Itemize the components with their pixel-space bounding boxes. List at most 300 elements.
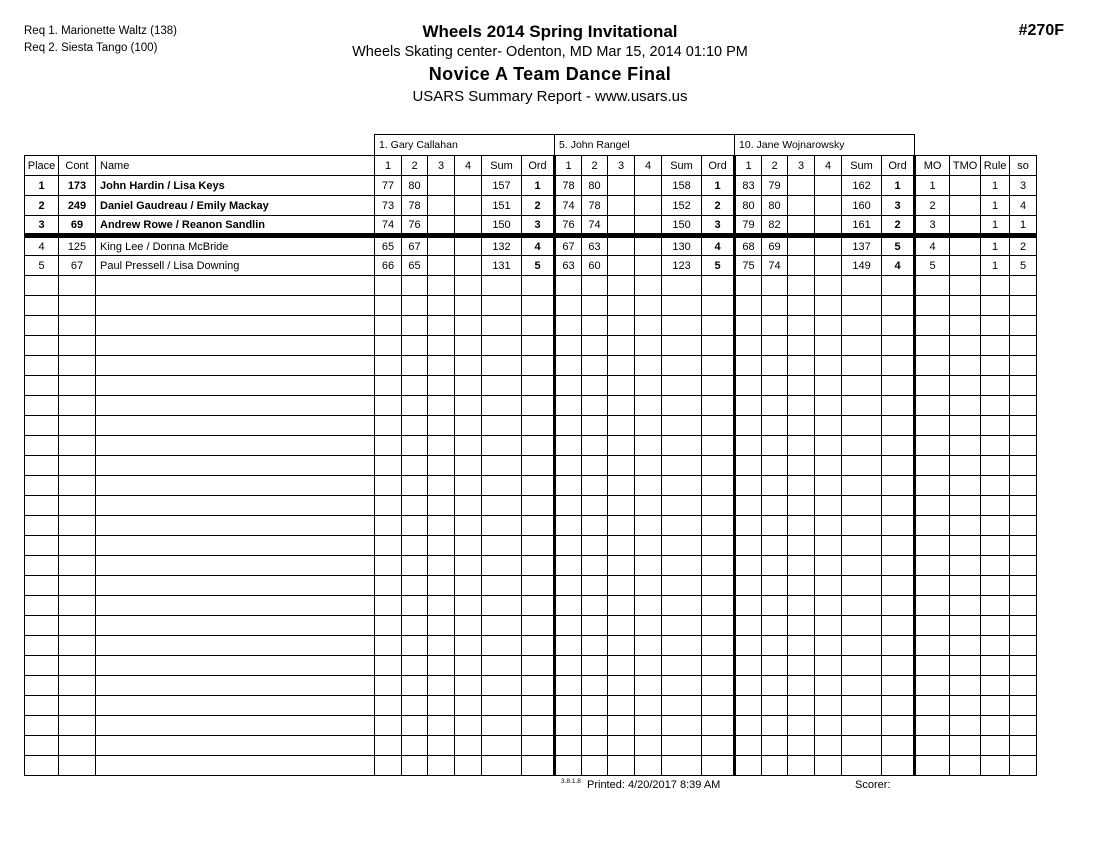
empty-cell	[455, 476, 482, 496]
empty-cell	[815, 616, 842, 636]
empty-cell	[402, 316, 428, 336]
empty-cell	[882, 656, 915, 676]
empty-cell	[96, 476, 375, 496]
empty-cell	[788, 436, 815, 456]
judge-sum: 160	[842, 196, 882, 216]
empty-cell	[375, 496, 402, 516]
col-header-cont: Cont	[59, 156, 96, 176]
empty-cell	[915, 536, 950, 556]
empty-cell	[59, 596, 96, 616]
empty-cell	[981, 596, 1010, 616]
empty-cell	[882, 416, 915, 436]
empty-cell	[788, 716, 815, 736]
empty-cell	[25, 456, 59, 476]
judge-score	[815, 216, 842, 236]
empty-cell	[375, 576, 402, 596]
empty-cell	[482, 756, 522, 776]
judge-score: 80	[582, 176, 608, 196]
empty-cell	[428, 676, 455, 696]
empty-cell	[950, 676, 981, 696]
report-type-line: USARS Summary Report - www.usars.us	[412, 88, 688, 105]
empty-cell	[375, 756, 402, 776]
empty-cell	[981, 356, 1010, 376]
empty-cell	[635, 336, 662, 356]
judge-score: 78	[555, 176, 582, 196]
empty-cell	[882, 716, 915, 736]
empty-cell	[981, 516, 1010, 536]
empty-cell	[662, 656, 702, 676]
empty-cell	[815, 316, 842, 336]
empty-cell	[842, 436, 882, 456]
judge-score: 80	[402, 176, 428, 196]
empty-cell	[582, 516, 608, 536]
empty-cell	[915, 476, 950, 496]
sum-of-ordinals: 1	[1010, 216, 1037, 236]
empty-cell	[635, 736, 662, 756]
empty-cell	[555, 436, 582, 456]
empty-cell	[915, 516, 950, 536]
judge-score	[428, 216, 455, 236]
empty-cell	[842, 416, 882, 436]
empty-cell	[635, 296, 662, 316]
empty-cell	[635, 356, 662, 376]
empty-cell	[428, 756, 455, 776]
judges-header-row	[25, 135, 1037, 156]
empty-cell	[950, 536, 981, 556]
rule-value: 1	[981, 216, 1010, 236]
empty-cell	[1010, 756, 1037, 776]
empty-cell	[981, 376, 1010, 396]
empty-cell	[455, 436, 482, 456]
empty-cell	[842, 756, 882, 776]
empty-cell	[555, 296, 582, 316]
empty-cell	[635, 716, 662, 736]
sum-of-ordinals: 2	[1010, 236, 1037, 256]
empty-cell	[788, 356, 815, 376]
judge-score	[815, 256, 842, 276]
judge-sum: 131	[482, 256, 522, 276]
empty-cell	[522, 396, 555, 416]
empty-cell	[815, 396, 842, 416]
empty-cell	[762, 696, 788, 716]
empty-cell	[788, 756, 815, 776]
empty-cell	[815, 596, 842, 616]
empty-cell	[428, 636, 455, 656]
empty-cell	[375, 276, 402, 296]
judge-score: 60	[582, 256, 608, 276]
empty-cell	[59, 556, 96, 576]
empty-cell	[482, 736, 522, 756]
judge-score	[815, 196, 842, 216]
empty-cell	[635, 376, 662, 396]
judge-score	[455, 256, 482, 276]
empty-cell	[59, 416, 96, 436]
empty-cell	[702, 496, 735, 516]
empty-cell	[522, 476, 555, 496]
empty-cell	[815, 676, 842, 696]
empty-cell	[555, 596, 582, 616]
empty-cell	[25, 436, 59, 456]
empty-cell	[59, 536, 96, 556]
empty-cell	[96, 696, 375, 716]
empty-cell	[788, 576, 815, 596]
empty-cell	[375, 536, 402, 556]
empty-cell	[981, 716, 1010, 736]
empty-cell	[582, 376, 608, 396]
empty-cell	[375, 356, 402, 376]
empty-cell	[950, 456, 981, 476]
empty-cell	[25, 276, 59, 296]
empty-cell	[482, 396, 522, 416]
empty-cell	[455, 536, 482, 556]
empty-cell	[608, 456, 635, 476]
empty-cell	[662, 736, 702, 756]
judge-score	[635, 176, 662, 196]
empty-cell	[428, 616, 455, 636]
judge-sum: 162	[842, 176, 882, 196]
empty-cell	[842, 276, 882, 296]
empty-cell	[662, 276, 702, 296]
col-header-mo: MO	[915, 156, 950, 176]
empty-cell	[375, 696, 402, 716]
empty-cell	[96, 356, 375, 376]
empty-cell	[25, 416, 59, 436]
empty-cell	[762, 636, 788, 656]
empty-cell	[788, 696, 815, 716]
rule-value: 1	[981, 256, 1010, 276]
empty-cell	[915, 696, 950, 716]
scorer-label: Scorer:	[855, 779, 891, 791]
empty-cell	[582, 336, 608, 356]
empty-cell	[555, 736, 582, 756]
empty-cell	[375, 716, 402, 736]
empty-cell	[788, 616, 815, 636]
empty-cell	[1010, 316, 1037, 336]
judge-ordinal: 5	[702, 256, 735, 276]
empty-row	[25, 736, 1037, 756]
empty-cell	[915, 716, 950, 736]
empty-cell	[635, 676, 662, 696]
place: 2	[25, 196, 59, 216]
place: 5	[25, 256, 59, 276]
empty-row	[25, 476, 1037, 496]
empty-cell	[635, 496, 662, 516]
judge-sum: 132	[482, 236, 522, 256]
empty-cell	[482, 476, 522, 496]
empty-cell	[522, 716, 555, 736]
empty-cell	[455, 456, 482, 476]
empty-cell	[662, 456, 702, 476]
empty-cell	[635, 596, 662, 616]
empty-cell	[1010, 676, 1037, 696]
empty-cell	[981, 736, 1010, 756]
empty-cell	[762, 296, 788, 316]
empty-cell	[788, 636, 815, 656]
empty-cell	[402, 296, 428, 316]
empty-cell	[735, 356, 762, 376]
tmo-value	[950, 236, 981, 256]
col-header-judge1-2: 2	[402, 156, 428, 176]
empty-cell	[582, 676, 608, 696]
empty-cell	[950, 276, 981, 296]
team-name: King Lee / Donna McBride	[96, 236, 375, 256]
empty-cell	[702, 316, 735, 336]
empty-cell	[842, 716, 882, 736]
judge-sum: 150	[482, 216, 522, 236]
empty-cell	[815, 716, 842, 736]
empty-cell	[455, 556, 482, 576]
empty-cell	[702, 716, 735, 736]
empty-cell	[96, 596, 375, 616]
empty-cell	[482, 516, 522, 536]
empty-cell	[788, 656, 815, 676]
empty-cell	[428, 516, 455, 536]
judge-score: 68	[735, 236, 762, 256]
empty-cell	[635, 556, 662, 576]
empty-cell	[608, 436, 635, 456]
empty-cell	[915, 676, 950, 696]
empty-cell	[455, 756, 482, 776]
empty-cell	[842, 636, 882, 656]
empty-cell	[662, 416, 702, 436]
empty-cell	[762, 396, 788, 416]
empty-cell	[402, 676, 428, 696]
empty-cell	[582, 276, 608, 296]
empty-cell	[582, 496, 608, 516]
empty-cell	[522, 756, 555, 776]
empty-row	[25, 536, 1037, 556]
venue-date-line: Wheels Skating center- Odenton, MD Mar 15, 2014 01:10 PM	[352, 44, 748, 60]
empty-cell	[635, 476, 662, 496]
empty-cell	[522, 516, 555, 536]
empty-cell	[842, 596, 882, 616]
empty-cell	[96, 556, 375, 576]
sum-of-ordinals: 4	[1010, 196, 1037, 216]
empty-cell	[608, 596, 635, 616]
empty-cell	[915, 376, 950, 396]
empty-cell	[608, 756, 635, 776]
empty-cell	[842, 556, 882, 576]
empty-cell	[582, 416, 608, 436]
judge-sum: 123	[662, 256, 702, 276]
sum-of-ordinals: 3	[1010, 176, 1037, 196]
empty-cell	[735, 556, 762, 576]
judge-score	[608, 216, 635, 236]
empty-cell	[788, 316, 815, 336]
col-header-judge2-sum: Sum	[662, 156, 702, 176]
judge-ordinal: 4	[702, 236, 735, 256]
empty-cell	[735, 276, 762, 296]
empty-cell	[608, 616, 635, 636]
empty-cell	[882, 376, 915, 396]
judge-sum: 130	[662, 236, 702, 256]
empty-cell	[1010, 356, 1037, 376]
empty-cell	[555, 676, 582, 696]
empty-cell	[882, 636, 915, 656]
empty-cell	[662, 516, 702, 536]
empty-cell	[842, 456, 882, 476]
empty-cell	[375, 616, 402, 636]
empty-cell	[762, 596, 788, 616]
empty-row	[25, 336, 1037, 356]
empty-cell	[375, 396, 402, 416]
empty-cell	[455, 656, 482, 676]
empty-cell	[428, 356, 455, 376]
empty-cell	[522, 616, 555, 636]
empty-row	[25, 616, 1037, 636]
empty-cell	[1010, 536, 1037, 556]
empty-cell	[662, 696, 702, 716]
empty-cell	[735, 456, 762, 476]
empty-cell	[96, 576, 375, 596]
col-header-judge2-3: 3	[608, 156, 635, 176]
empty-cell	[762, 476, 788, 496]
empty-cell	[25, 616, 59, 636]
judge-sum: 137	[842, 236, 882, 256]
empty-cell	[981, 316, 1010, 336]
empty-cell	[375, 316, 402, 336]
empty-cell	[882, 616, 915, 636]
col-header-judge3-ord: Ord	[882, 156, 915, 176]
empty-cell	[96, 336, 375, 356]
judge-ordinal: 2	[522, 196, 555, 216]
judge-score	[635, 216, 662, 236]
empty-row	[25, 636, 1037, 656]
judge-ordinal: 5	[882, 236, 915, 256]
empty-cell	[555, 356, 582, 376]
empty-cell	[428, 736, 455, 756]
empty-cell	[608, 736, 635, 756]
event-number: #270F	[1018, 22, 1064, 39]
empty-cell	[950, 316, 981, 336]
empty-cell	[582, 716, 608, 736]
empty-cell	[96, 536, 375, 556]
empty-cell	[815, 756, 842, 776]
empty-cell	[25, 376, 59, 396]
empty-cell	[25, 516, 59, 536]
empty-row	[25, 696, 1037, 716]
empty-cell	[25, 676, 59, 696]
judge-ordinal: 1	[882, 176, 915, 196]
judge-score: 76	[555, 216, 582, 236]
empty-cell	[428, 476, 455, 496]
empty-cell	[1010, 296, 1037, 316]
empty-cell	[402, 616, 428, 636]
judge-1-name: 1. Gary Callahan	[375, 135, 555, 156]
empty-cell	[842, 496, 882, 516]
empty-cell	[635, 616, 662, 636]
col-header-so: so	[1010, 156, 1037, 176]
col-header-judge2-1: 1	[555, 156, 582, 176]
empty-cell	[842, 516, 882, 536]
empty-cell	[455, 296, 482, 316]
empty-cell	[555, 516, 582, 536]
empty-cell	[842, 536, 882, 556]
empty-cell	[59, 336, 96, 356]
empty-cell	[702, 756, 735, 776]
empty-cell	[482, 276, 522, 296]
majority-ordinal: 2	[915, 196, 950, 216]
empty-cell	[482, 696, 522, 716]
empty-cell	[842, 356, 882, 376]
judge-2-name: 5. John Rangel	[555, 135, 735, 156]
contestant-number: 249	[59, 196, 96, 216]
empty-cell	[635, 656, 662, 676]
empty-cell	[882, 576, 915, 596]
empty-cell	[375, 656, 402, 676]
empty-cell	[950, 636, 981, 656]
empty-cell	[662, 496, 702, 516]
empty-cell	[915, 556, 950, 576]
empty-cell	[815, 656, 842, 676]
empty-cell	[96, 396, 375, 416]
contestant-number: 69	[59, 216, 96, 236]
empty-cell	[915, 396, 950, 416]
empty-cell	[762, 576, 788, 596]
empty-cell	[96, 376, 375, 396]
empty-cell	[59, 296, 96, 316]
empty-cell	[662, 556, 702, 576]
title-block	[24, 20, 1076, 105]
empty-cell	[762, 756, 788, 776]
col-header-judge3-3: 3	[788, 156, 815, 176]
col-header-judge1-3: 3	[428, 156, 455, 176]
empty-cell	[555, 716, 582, 736]
empty-cell	[950, 556, 981, 576]
empty-cell	[59, 736, 96, 756]
empty-cell	[1010, 576, 1037, 596]
printed-timestamp: Printed: 4/20/2017 8:39 AM	[587, 779, 721, 791]
empty-cell	[428, 696, 455, 716]
empty-cell	[882, 396, 915, 416]
empty-cell	[981, 276, 1010, 296]
empty-cell	[981, 436, 1010, 456]
empty-cell	[788, 496, 815, 516]
empty-cell	[375, 516, 402, 536]
empty-cell	[25, 556, 59, 576]
empty-cell	[96, 496, 375, 516]
empty-cell	[702, 376, 735, 396]
judges-row-right-spacer	[915, 135, 1037, 156]
judge-score: 78	[402, 196, 428, 216]
judge-sum: 152	[662, 196, 702, 216]
empty-cell	[1010, 476, 1037, 496]
empty-cell	[555, 476, 582, 496]
empty-cell	[25, 476, 59, 496]
empty-cell	[402, 636, 428, 656]
empty-cell	[635, 456, 662, 476]
empty-cell	[842, 576, 882, 596]
empty-cell	[455, 576, 482, 596]
empty-cell	[662, 336, 702, 356]
empty-cell	[981, 576, 1010, 596]
empty-cell	[455, 636, 482, 656]
empty-cell	[815, 456, 842, 476]
empty-row	[25, 656, 1037, 676]
judge-score	[608, 236, 635, 256]
empty-cell	[608, 416, 635, 436]
tmo-value	[950, 216, 981, 236]
empty-cell	[428, 576, 455, 596]
empty-cell	[402, 696, 428, 716]
empty-row	[25, 296, 1037, 316]
empty-cell	[59, 396, 96, 416]
empty-cell	[950, 716, 981, 736]
empty-cell	[915, 496, 950, 516]
empty-cell	[842, 476, 882, 496]
empty-cell	[762, 456, 788, 476]
empty-cell	[915, 436, 950, 456]
